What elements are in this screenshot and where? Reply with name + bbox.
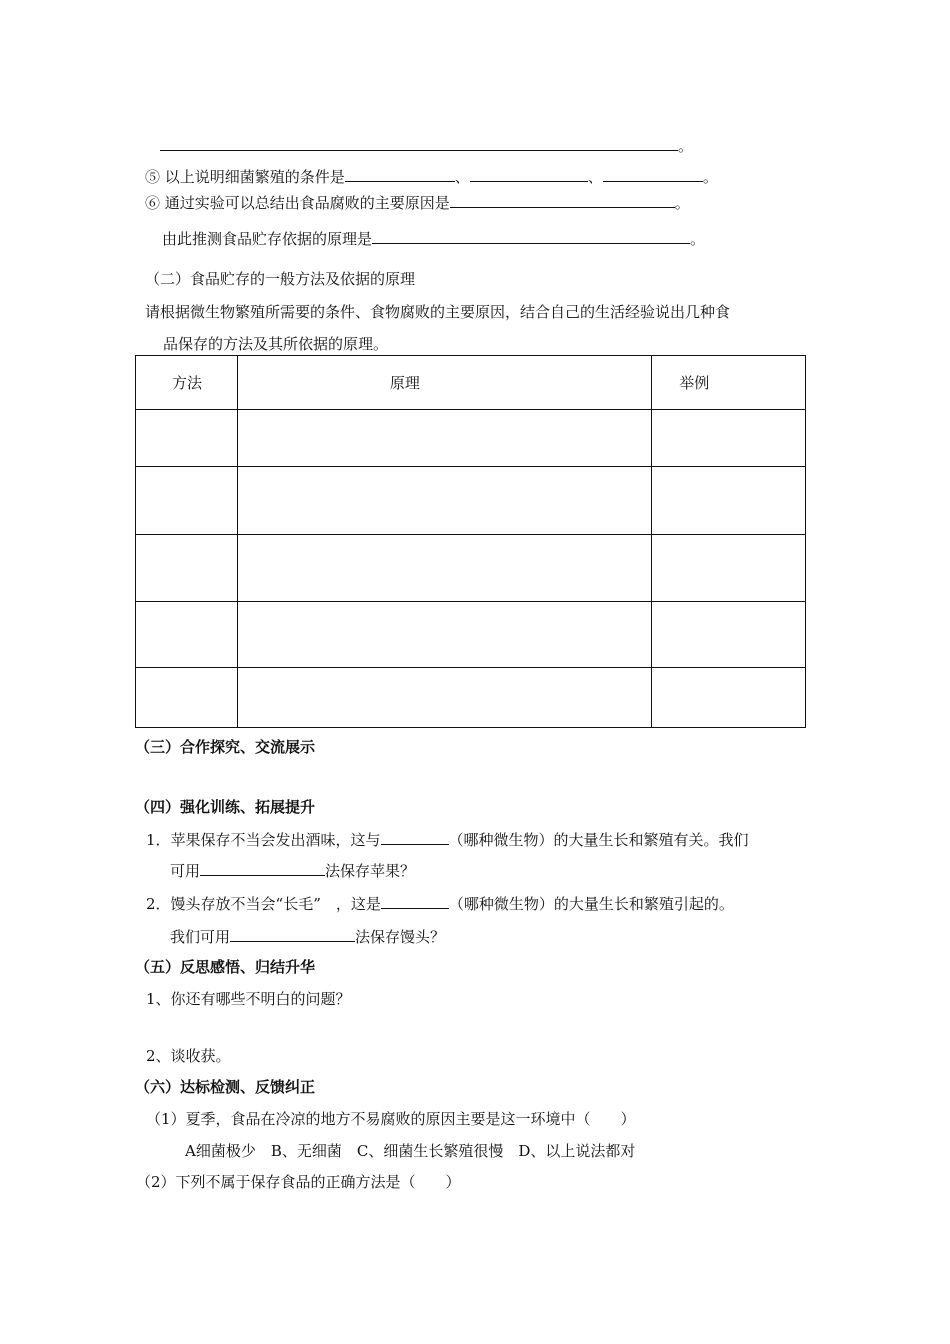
method-cell[interactable] (136, 668, 238, 728)
answer-blank[interactable] (230, 926, 355, 942)
table-row (136, 467, 806, 535)
question-6-label: ⑥ 通过实验可以总结出食品腐败的主要原因是 (145, 194, 450, 212)
answer-blank[interactable] (450, 192, 675, 208)
inference-question: 由此推测食品贮存依据的原理是 。 (162, 230, 706, 248)
training-question-1: 1．苹果保存不当会发出酒味，这与 （哪种微生物）的大量生长和繁殖有关。我们 (146, 831, 749, 849)
section-2-title: （二）食品贮存的一般方法及依据的原理 (145, 270, 416, 288)
section-3-title: （三）合作探究、交流展示 (135, 738, 316, 756)
question-5-label: ⑤ 以上说明细菌繁殖的条件是 (145, 168, 345, 186)
answer-blank[interactable] (345, 166, 455, 182)
table-header-row (136, 356, 806, 410)
table-row (136, 602, 806, 668)
test-question-1: （1）夏季，食品在冷凉的地方不易腐败的原因主要是这一环境中（ ） (146, 1110, 636, 1128)
answer-blank[interactable] (200, 860, 325, 876)
example-cell[interactable] (652, 535, 806, 602)
reflection-item-2: 2、谈收获。 (146, 1047, 231, 1065)
answer-blank[interactable] (381, 829, 449, 845)
table-row (136, 410, 806, 467)
section-6-title: （六）达标检测、反馈纠正 (135, 1078, 316, 1096)
answer-blank[interactable] (470, 166, 588, 182)
section-2-intro-line2: 品保存的方法及其所依据的原理。 (163, 335, 389, 353)
table-row (136, 668, 806, 728)
principle-cell[interactable] (237, 535, 651, 602)
principle-cell[interactable] (237, 668, 651, 728)
answer-blank[interactable] (381, 893, 449, 909)
section-5-title: （五）反思感悟、归结升华 (135, 958, 316, 976)
answer-blank[interactable] (372, 228, 690, 244)
methods-table (135, 355, 806, 728)
answer-blank[interactable] (603, 166, 703, 182)
test-question-2: （2）下列不属于保存食品的正确方法是（ ） (136, 1173, 461, 1191)
training-question-2-cont: 我们可用 法保存馒头？ (170, 928, 446, 946)
question-5: ⑤ 以上说明细菌繁殖的条件是 、 、 。 (145, 168, 718, 186)
continuation-line: 。 (160, 135, 693, 156)
example-cell[interactable] (652, 410, 806, 467)
example-cell[interactable] (652, 668, 806, 728)
header-principle: 原理 (237, 356, 651, 410)
header-method: 方法 (136, 356, 238, 410)
method-cell[interactable] (136, 467, 238, 535)
training-question-2: 2．馒头存放不当会“长毛” ，这是 （哪种微生物）的大量生长和繁殖引起的。 (146, 895, 734, 913)
section-2-intro-line1: 请根据微生物繁殖所需要的条件、食物腐败的主要原因，结合自己的生活经验说出几种食 (145, 303, 731, 321)
example-cell[interactable] (652, 467, 806, 535)
principle-cell[interactable] (237, 602, 651, 668)
example-cell[interactable] (652, 602, 806, 668)
test-question-1-options: A细菌极少 B、无细菌 C、细菌生长繁殖很慢 D、以上说法都对 (185, 1142, 636, 1160)
training-question-1-cont: 可用 法保存苹果？ (170, 862, 416, 880)
principle-cell[interactable] (237, 410, 651, 467)
header-example: 举例 (652, 356, 806, 410)
method-cell[interactable] (136, 535, 238, 602)
answer-blank[interactable] (160, 135, 678, 151)
method-cell[interactable] (136, 602, 238, 668)
question-6: ⑥ 通过实验可以总结出食品腐败的主要原因是 。 (145, 194, 690, 212)
principle-cell[interactable] (237, 467, 651, 535)
inference-label: 由此推测食品贮存依据的原理是 (162, 230, 373, 248)
reflection-item-1: 1、你还有哪些不明白的问题？ (146, 990, 351, 1008)
table-row (136, 535, 806, 602)
method-cell[interactable] (136, 410, 238, 467)
section-4-title: （四）强化训练、拓展提升 (135, 798, 316, 816)
